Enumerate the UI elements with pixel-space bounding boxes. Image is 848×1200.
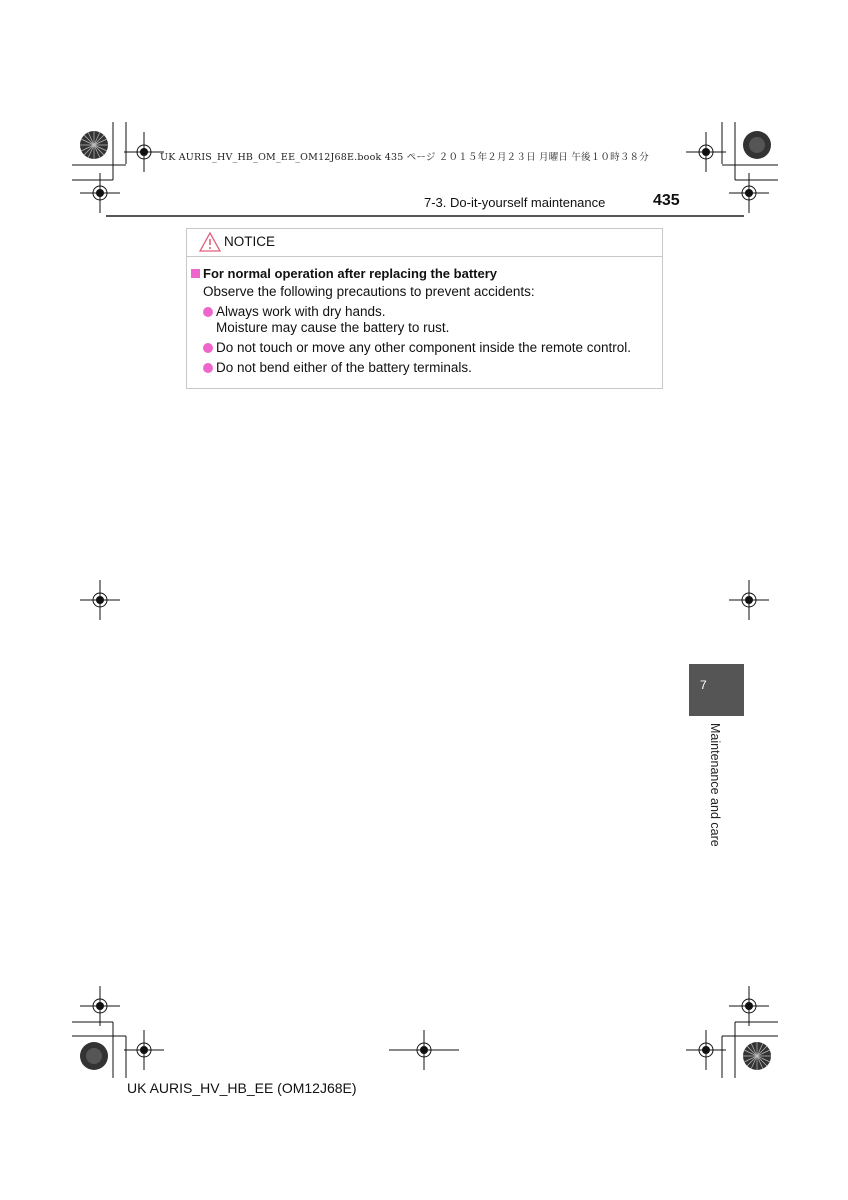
chapter-tab bbox=[689, 664, 744, 716]
list-item-detail: Moisture may cause the battery to rust. bbox=[216, 320, 450, 335]
bullet-dot-icon bbox=[203, 307, 213, 317]
section-title: 7-3. Do-it-yourself maintenance bbox=[424, 195, 606, 210]
registration-target-icon bbox=[80, 173, 120, 213]
bullet-dot-icon bbox=[203, 343, 213, 353]
registration-target-icon bbox=[729, 986, 769, 1026]
color-rosette-icon bbox=[79, 1041, 109, 1071]
list-item: Always work with dry hands. Moisture may cause the battery to rust. bbox=[203, 304, 449, 336]
list-item: Do not touch or move any other component inside the remote control. bbox=[203, 340, 631, 356]
notice-header bbox=[187, 229, 662, 257]
registration-target-icon bbox=[686, 1030, 726, 1070]
color-rosette-icon bbox=[742, 1041, 772, 1071]
header-divider bbox=[106, 215, 744, 217]
page-number: 435 bbox=[653, 192, 680, 209]
warning-triangle-icon bbox=[199, 232, 221, 252]
registration-target-icon bbox=[124, 1030, 164, 1070]
notice-intro: Observe the following precautions to prevent accidents: bbox=[203, 284, 535, 299]
registration-target-icon bbox=[80, 580, 120, 620]
registration-target-icon bbox=[80, 986, 120, 1026]
square-bullet-icon bbox=[191, 269, 200, 278]
registration-target-icon bbox=[124, 132, 164, 172]
registration-target-icon bbox=[729, 173, 769, 213]
bullet-dot-icon bbox=[203, 363, 213, 373]
color-rosette-icon bbox=[742, 130, 772, 160]
file-info-line: UK AURIS_HV_HB_OM_EE_OM12J68E.book 435 ページ ２０１５年２月２３日 月曜日 午後１０時３８分 bbox=[160, 152, 649, 163]
registration-target-icon bbox=[389, 1030, 459, 1070]
registration-target-icon bbox=[729, 580, 769, 620]
chapter-label: Maintenance and care bbox=[708, 723, 722, 847]
registration-target-icon bbox=[686, 132, 726, 172]
color-rosette-icon bbox=[79, 130, 109, 160]
list-item: Do not bend either of the battery terminals. bbox=[203, 360, 472, 376]
notice-box bbox=[186, 228, 663, 389]
chapter-number: 7 bbox=[700, 678, 707, 692]
notice-heading: For normal operation after replacing the battery bbox=[191, 266, 497, 281]
notice-title: NOTICE bbox=[224, 234, 276, 249]
footer-model-code: UK AURIS_HV_HB_EE (OM12J68E) bbox=[127, 1080, 357, 1096]
